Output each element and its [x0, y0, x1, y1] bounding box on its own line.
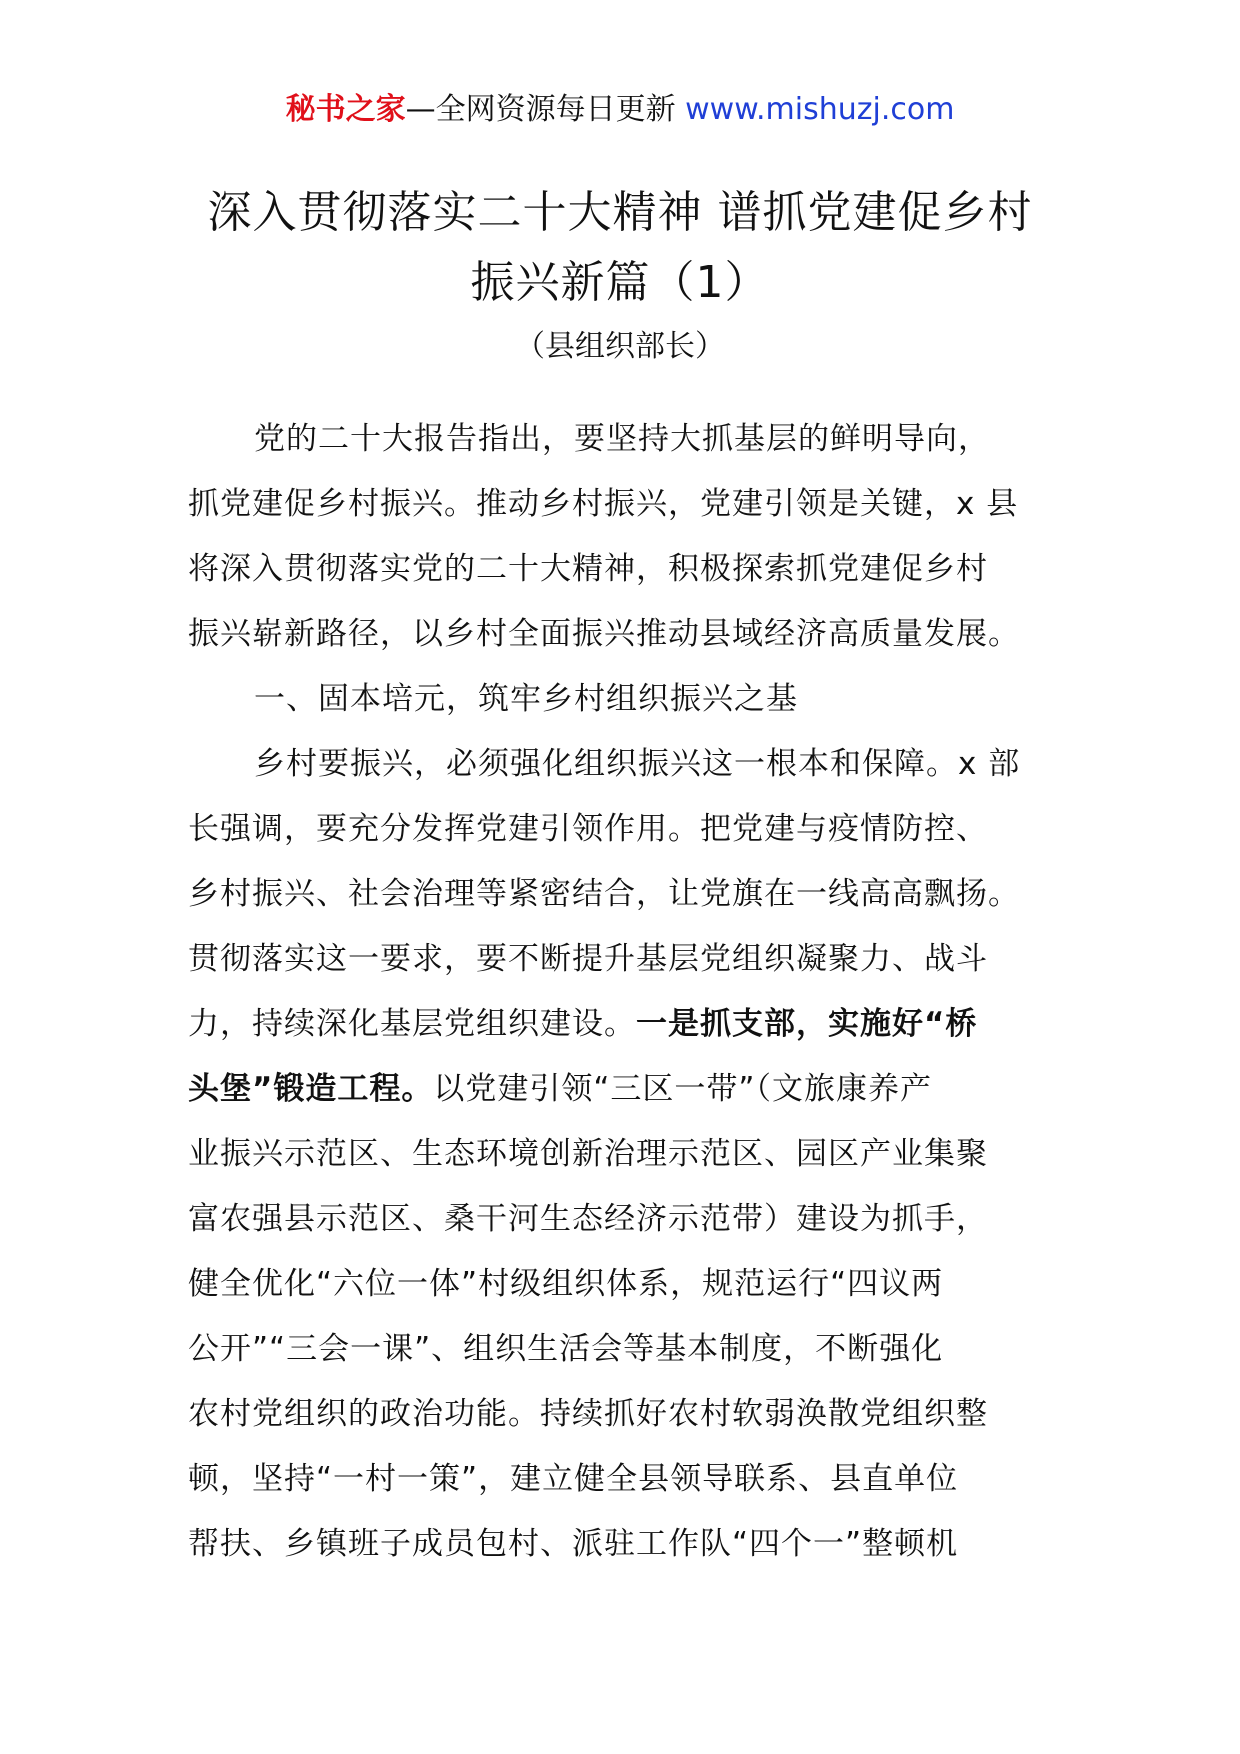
- body-text-segment: 以党建引领“三区一带”（文旅康养产: [433, 1071, 932, 1107]
- author-subtitle: （县组织部长）: [515, 329, 725, 364]
- body-line: 抓党建促乡村振兴。推动乡村振兴，党建引领是关键，x 县: [188, 486, 1019, 522]
- body-line: [188, 1057, 1058, 1122]
- bold-key-point: 一是抓支部，实施好“桥: [636, 1006, 978, 1042]
- body-line: 农村党组织的政治功能。持续抓好农村软弱涣散党组织整: [188, 1396, 988, 1432]
- body-line: [188, 992, 1058, 1057]
- body-line: 业振兴示范区、生态环境创新治理示范区、园区产业集聚: [188, 1136, 988, 1172]
- site-header: [0, 88, 1240, 132]
- section-heading: 一、固本培元，筑牢乡村组织振兴之基: [254, 681, 798, 717]
- header-slogan: —全网资源每日更新: [405, 92, 676, 127]
- body-line: 长强调，要充分发挥党建引领作用。把党建与疫情防控、: [188, 811, 988, 847]
- body-line: 帮扶、乡镇班子成员包村、派驻工作队“四个一”整顿机: [188, 1526, 959, 1562]
- body-line: 将深入贯彻落实党的二十大精神，积极探索抓党建促乡村: [188, 551, 988, 587]
- title-line-2: 振兴新篇（1）: [470, 257, 770, 308]
- title-line-1: 深入贯彻落实二十大精神 谱抓党建促乡村: [207, 187, 1033, 238]
- body-line: 乡村要振兴，必须强化组织振兴这一根本和保障。x 部: [254, 746, 1021, 782]
- bold-key-point: 头堡”锻造工程。: [188, 1071, 434, 1107]
- body-line: 党的二十大报告指出，要坚持大抓基层的鲜明导向，: [254, 421, 990, 457]
- body-line: 公开”“三会一课”、组织生活会等基本制度，不断强化: [188, 1331, 944, 1367]
- document-title: [150, 178, 1090, 318]
- document-body: [188, 407, 1058, 1577]
- body-line: 贯彻落实这一要求，要不断提升基层党组织凝聚力、战斗: [188, 941, 988, 977]
- body-line: 振兴崭新路径，以乡村全面振兴推动县域经济高质量发展。: [188, 616, 1020, 652]
- body-line: 健全优化“六位一体”村级组织体系，规范运行“四议两: [188, 1266, 944, 1302]
- body-text-segment: 力，持续深化基层党组织建设。: [188, 1006, 636, 1042]
- body-line: 顿，坚持“一村一策”，建立健全县领导联系、县直单位: [188, 1461, 959, 1497]
- body-line: 富农强县示范区、桑干河生态经济示范带）建设为抓手，: [188, 1201, 988, 1237]
- brand-name: 秘书之家: [285, 92, 406, 127]
- body-line: 乡村振兴、社会治理等紧密结合，让党旗在一线高高飘扬。: [188, 876, 1020, 912]
- site-url-link[interactable]: www.mishuzj.com: [685, 92, 955, 127]
